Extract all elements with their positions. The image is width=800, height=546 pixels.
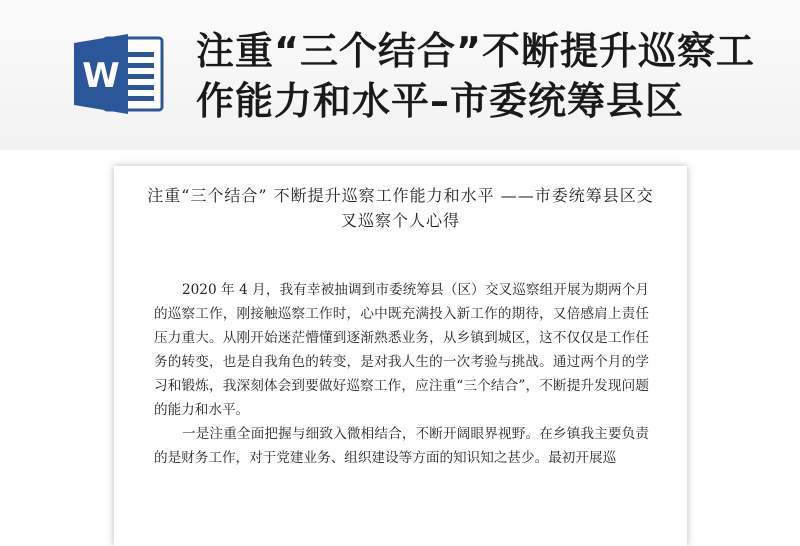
word-document-icon xyxy=(74,34,166,114)
document-page xyxy=(114,166,687,546)
page-title: 注重“三个结合”不断提升巡察工作能力和水平–市委统筹县区 xyxy=(196,29,755,123)
paragraph: 一是注重全面把握与细致入微相结合，不断开阔眼界视野。在乡镇我主要负责的是财务工作，对于党建业务、组织建设等方面的知识知之甚少。最初开展巡 xyxy=(154,426,649,466)
document-title: 注重“三个结合” 不断提升巡察工作能力和水平 ——市委统筹县区交叉巡察个人心得 xyxy=(147,186,654,230)
document-body xyxy=(154,278,649,470)
header-banner xyxy=(0,0,800,150)
word-icon-letter: W xyxy=(82,56,120,96)
paragraph: 2020 年 4 月，我有幸被抽调到市委统筹县（区）交叉巡察组开展为期两个月的巡察工作，刚接触巡察工作时，心中既充满投入新工作的期待，又倍感肩上责任压力重大。从刚开始迷茫懵懂到逐渐熟悉业务，从乡镇到城区，这不仅仅是工作任务的转变，也是自我角色的转变，是对我人生的一次考验与挑战。通过两个月的学习和锻炼，我深刻体会到要做好巡察工作，应注重“三个结合”，不断提升发现问题的能力和水平。 xyxy=(154,282,649,418)
